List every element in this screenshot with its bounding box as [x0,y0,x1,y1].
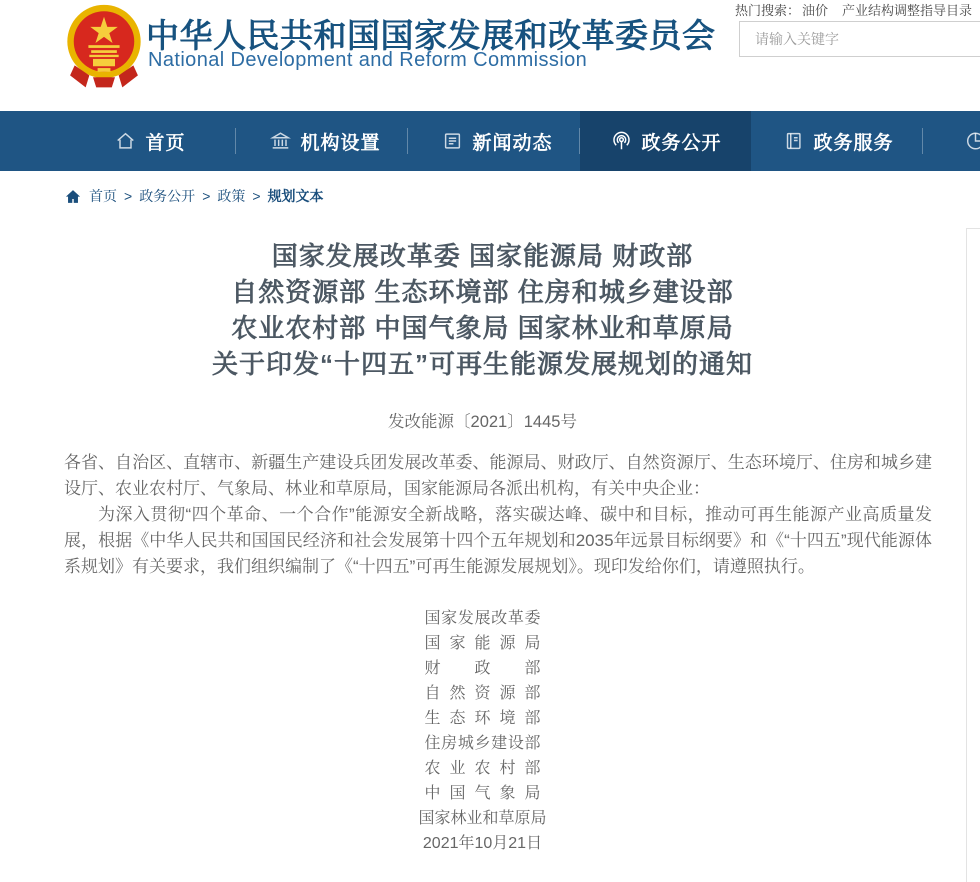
signature-line: 农业农村部 [424,760,541,777]
site-header [0,0,980,111]
signature-line: 国家发展改革委 [424,610,541,627]
breadcrumb-current-page: 规划文本 [267,188,324,204]
signature-date: 2021年10月21日 [422,835,543,852]
nav-item-news[interactable] [441,111,552,171]
signature-line: 国家林业和草原局 [418,810,547,827]
site-title-chinese: 中华人民共和国国家发展和改革委员会 [146,17,716,54]
hot-search-keyword-industry-catalog[interactable]: 产业结构调整指导目录 [842,3,973,18]
home-icon[interactable] [64,188,82,205]
pie-chart-icon [965,130,980,152]
national-emblem-icon [62,3,146,91]
signature-line: 自然资源部 [424,685,541,702]
nav-item-label: 新闻动态 [472,132,553,154]
breadcrumb-separator: > [252,188,261,204]
breadcrumb-government-openness[interactable]: 政务公开 [139,188,196,204]
paragraph-main: 为深入贯彻“四个革命、一个合作”能源安全新战略，落实碳达峰、碳中和目标，推动可再生能源产业高质量发展，根据《中华人民共和国国民经济和社会发展第十四个五年规划和2035年远景目标纲要》和《“十四五”现代能源体系规划》有关要求，我们组织编制了《“十四五”可再生能源发展规划》。现印发给你们，请遵照执行。 [64,505,932,576]
institution-icon [269,130,291,152]
signature-line: 财政部 [424,660,541,677]
hot-search-keyword-oil-price[interactable]: 油价 [802,3,829,18]
breadcrumb-separator: > [202,188,211,204]
nav-item-government-openness[interactable] [610,111,721,171]
document-title [0,238,965,382]
signature-line: 国家能源局 [424,635,541,652]
document-body [64,450,932,580]
right-sidebar-box [966,228,980,882]
nav-item-label: 机构设置 [300,132,381,154]
document-title-line: 关于印发“十四五”可再生能源发展规划的通知 [211,349,753,379]
nav-item-government-services[interactable] [782,111,893,171]
breadcrumb-home[interactable]: 首页 [89,188,117,204]
hot-search-label: 热门搜索： [735,3,801,18]
signature-line: 生态环境部 [424,710,541,727]
nav-item-home[interactable] [114,111,185,171]
nav-item-organization[interactable] [269,111,380,171]
service-book-icon [782,130,804,152]
nav-item-label: 首页 [145,132,186,154]
document-title-line: 自然资源部 生态环境部 住房和城乡建设部 [231,277,734,307]
main-nav [0,111,980,171]
nav-divider [579,128,580,154]
nav-item-label: 政务公开 [641,132,722,154]
home-icon [114,130,136,152]
breadcrumb [64,186,324,206]
nav-divider [235,128,236,154]
news-icon [441,130,463,152]
nav-divider [407,128,408,154]
search-input[interactable] [739,21,980,57]
nav-divider [922,128,923,154]
signature-line: 住房城乡建设部 [424,735,541,752]
broadcast-icon [610,130,632,152]
paragraph-addressees: 各省、自治区、直辖市、新疆生产建设兵团发展改革委、能源局、财政厅、自然资源厅、生态环境厅、住房和城乡建设厅、农业农村厅、气象局、林业和草原局，国家能源局各派出机构，有关中央企业： [64,453,932,498]
signature-line: 中国气象局 [424,785,541,802]
nav-item-data[interactable] [965,111,980,171]
nav-item-label: 政务服务 [813,132,894,154]
document-number: 发改能源〔2021〕1445号 [388,413,577,431]
document-title-line: 国家发展改革委 国家能源局 财政部 [271,241,694,271]
document-title-line: 农业农村部 中国气象局 国家林业和草原局 [231,313,734,343]
breadcrumb-policy[interactable]: 政策 [217,188,246,204]
signature-block [0,606,965,856]
breadcrumb-separator: > [124,188,133,204]
site-title-english: National Development and Reform Commission [148,49,588,71]
hot-search-bar [735,0,980,19]
